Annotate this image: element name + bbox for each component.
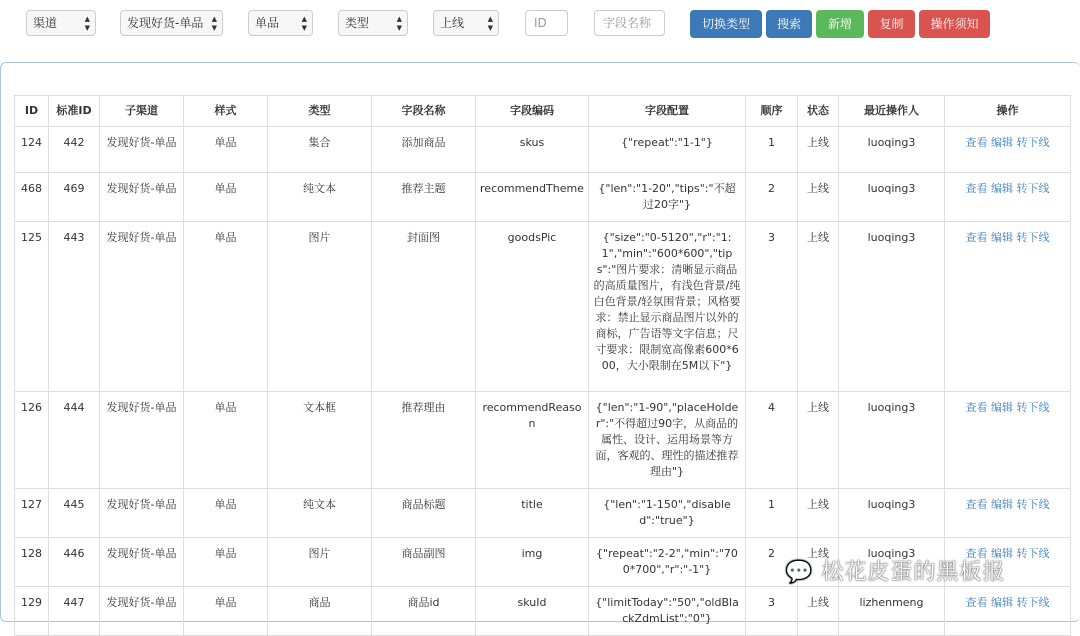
cell-actions <box>945 222 1071 392</box>
cell-config: {"repeat":"2-2","min":"700*700","r":"-1"} <box>589 538 746 587</box>
header-id: ID <box>15 96 49 127</box>
cell-id: 126 <box>15 392 49 489</box>
chevron-updown-icon: ▲ ▼ <box>487 15 493 32</box>
cell-order: 1 <box>746 127 798 173</box>
sub-channel-select-value: 发现好货-单品 <box>127 16 204 30</box>
chevron-updown-icon: ▲ ▼ <box>301 15 307 32</box>
watermark-text: 松花皮蛋的黑板报 <box>821 560 1006 585</box>
header-config: 字段配置 <box>589 96 746 127</box>
status-select[interactable] <box>433 10 499 36</box>
cell-operator: luoqing3 <box>839 173 945 222</box>
cell-config: {"repeat":"1-1"} <box>589 127 746 173</box>
cell-status: 上线 <box>798 587 839 636</box>
cell-id: 129 <box>15 587 49 636</box>
status-select-value: 上线 <box>440 16 465 30</box>
header-sub-channel: 子渠道 <box>100 96 184 127</box>
offline-link[interactable]: 转下线 <box>1016 136 1050 149</box>
field-name-input[interactable]: 字段名称 <box>594 10 665 36</box>
header-std-id: 标准ID <box>49 96 100 127</box>
filter-toolbar <box>0 0 1080 50</box>
header-style: 样式 <box>184 96 268 127</box>
cell-style: 单品 <box>184 127 268 173</box>
cell-actions <box>945 392 1071 489</box>
cell-field-name: 封面图 <box>372 222 476 392</box>
cell-operator: luoqing3 <box>839 127 945 173</box>
cell-type: 图片 <box>268 538 372 587</box>
cell-operator: luoqing3 <box>839 392 945 489</box>
cell-id: 128 <box>15 538 49 587</box>
table-row <box>15 222 1071 392</box>
offline-link[interactable]: 转下线 <box>1016 231 1050 244</box>
offline-link[interactable]: 转下线 <box>1016 182 1050 195</box>
table-row <box>15 173 1071 222</box>
cell-sub-channel: 发现好货-单品 <box>100 538 184 587</box>
copy-button[interactable]: 复制 <box>868 10 915 38</box>
header-field-name: 字段名称 <box>372 96 476 127</box>
cell-operator: luoqing3 <box>839 489 945 538</box>
edit-link[interactable]: 编辑 <box>991 547 1013 560</box>
view-link[interactable]: 查看 <box>965 547 988 560</box>
chevron-updown-icon: ▲ ▼ <box>396 15 402 32</box>
cell-std-id: 446 <box>49 538 100 587</box>
cell-config: {"limitToday":"50","oldBlackZdmList":"0"} <box>589 587 746 636</box>
cell-std-id: 442 <box>49 127 100 173</box>
table-row <box>15 489 1071 538</box>
add-button[interactable]: 新增 <box>816 10 864 38</box>
view-link[interactable]: 查看 <box>965 182 988 195</box>
view-link[interactable]: 查看 <box>965 136 988 149</box>
cell-operator: luoqing3 <box>839 222 945 392</box>
channel-select[interactable] <box>26 10 96 36</box>
cell-std-id: 445 <box>49 489 100 538</box>
cell-field-code: img <box>476 538 589 587</box>
cell-sub-channel: 发现好货-单品 <box>100 222 184 392</box>
cell-actions <box>945 587 1071 636</box>
cell-style: 单品 <box>184 587 268 636</box>
cell-sub-channel: 发现好货-单品 <box>100 173 184 222</box>
cell-std-id: 447 <box>49 587 100 636</box>
type-select-value: 类型 <box>345 16 370 30</box>
channel-select-value: 渠道 <box>33 16 58 30</box>
cell-field-code: title <box>476 489 589 538</box>
chevron-updown-icon: ▲ ▼ <box>84 15 90 32</box>
cell-order: 4 <box>746 392 798 489</box>
cell-sub-channel: 发现好货-单品 <box>100 489 184 538</box>
cell-order: 3 <box>746 222 798 392</box>
cell-config: {"size":"0-5120","r":"1:1","min":"600*600","tips":"图片要求：清晰显示商品的高质量图片，有浅色背景/纯白色背景/轻氛围背景；风格要求：禁止显示商品图片以外的商标，广告语等文字信息；尺寸要求：限制宽高像素600*600，大小限制在5M以下"} <box>589 222 746 392</box>
offline-link[interactable]: 转下线 <box>1016 498 1050 511</box>
cell-style: 单品 <box>184 222 268 392</box>
cell-style: 单品 <box>184 392 268 489</box>
header-actions: 操作 <box>945 96 1071 127</box>
header-operator: 最近操作人 <box>839 96 945 127</box>
cell-order: 1 <box>746 489 798 538</box>
cell-field-name: 添加商品 <box>372 127 476 173</box>
watermark <box>785 555 1005 586</box>
cell-order: 2 <box>746 538 798 587</box>
cell-type: 纯文本 <box>268 489 372 538</box>
cell-field-code: goodsPic <box>476 222 589 392</box>
cell-field-code: skuId <box>476 587 589 636</box>
cell-operator: lizhenmeng <box>839 587 945 636</box>
cell-std-id: 443 <box>49 222 100 392</box>
cell-config: {"len":"1-90","placeHolder":"不得超过90字，从商品的属性、设计、运用场景等方面，客观的、理性的描述推荐理由"} <box>589 392 746 489</box>
switch-type-button[interactable]: 切换类型 <box>690 10 762 38</box>
edit-link[interactable]: 编辑 <box>991 401 1013 414</box>
chevron-updown-icon: ▲ ▼ <box>211 15 217 32</box>
cell-sub-channel: 发现好货-单品 <box>100 392 184 489</box>
offline-link[interactable]: 转下线 <box>1016 401 1050 414</box>
view-link[interactable]: 查看 <box>965 231 988 244</box>
cell-type: 集合 <box>268 127 372 173</box>
edit-link[interactable]: 编辑 <box>991 136 1013 149</box>
cell-actions <box>945 489 1071 538</box>
cell-type: 图片 <box>268 222 372 392</box>
table-row <box>15 392 1071 489</box>
cell-status: 上线 <box>798 392 839 489</box>
cell-actions <box>945 127 1071 173</box>
header-type: 类型 <box>268 96 372 127</box>
cell-type: 文本框 <box>268 392 372 489</box>
cell-field-name: 推荐理由 <box>372 392 476 489</box>
cell-sub-channel: 发现好货-单品 <box>100 127 184 173</box>
cell-std-id: 444 <box>49 392 100 489</box>
table-header-row <box>15 96 1071 127</box>
edit-link[interactable]: 编辑 <box>991 182 1013 195</box>
type-select[interactable] <box>338 10 408 36</box>
cell-field-code: recommendReason <box>476 392 589 489</box>
cell-id: 124 <box>15 127 49 173</box>
sub-channel-select[interactable] <box>120 10 223 36</box>
notice-button[interactable]: 操作须知 <box>919 10 990 38</box>
table-row <box>15 587 1071 636</box>
cell-type: 纯文本 <box>268 173 372 222</box>
offline-link[interactable]: 转下线 <box>1016 596 1050 609</box>
style-select[interactable] <box>248 10 313 36</box>
cell-operator: luoqing3 <box>839 538 945 587</box>
cell-status: 上线 <box>798 538 839 587</box>
cell-field-code: skus <box>476 127 589 173</box>
view-link[interactable]: 查看 <box>965 401 988 414</box>
cell-field-name: 商品副图 <box>372 538 476 587</box>
cell-style: 单品 <box>184 538 268 587</box>
header-order: 顺序 <box>746 96 798 127</box>
cell-field-name: 商品id <box>372 587 476 636</box>
search-button[interactable]: 搜索 <box>766 10 812 38</box>
cell-order: 3 <box>746 587 798 636</box>
cell-status: 上线 <box>798 222 839 392</box>
cell-field-name: 推荐主题 <box>372 173 476 222</box>
cell-id: 468 <box>15 173 49 222</box>
cell-std-id: 469 <box>49 173 100 222</box>
cell-field-name: 商品标题 <box>372 489 476 538</box>
view-link[interactable]: 查看 <box>965 596 988 609</box>
offline-link[interactable]: 转下线 <box>1016 547 1050 560</box>
cell-type: 商品 <box>268 587 372 636</box>
table-row <box>15 127 1071 173</box>
cell-actions <box>945 173 1071 222</box>
cell-style: 单品 <box>184 489 268 538</box>
cell-id: 127 <box>15 489 49 538</box>
view-link[interactable]: 查看 <box>965 498 988 511</box>
cell-field-code: recommendTheme <box>476 173 589 222</box>
edit-link[interactable]: 编辑 <box>991 596 1013 609</box>
wechat-icon: 💬 <box>785 560 814 585</box>
cell-status: 上线 <box>798 173 839 222</box>
header-status: 状态 <box>798 96 839 127</box>
header-field-code: 字段编码 <box>476 96 589 127</box>
id-input[interactable]: ID <box>525 10 568 36</box>
cell-id: 125 <box>15 222 49 392</box>
style-select-value: 单品 <box>255 16 280 30</box>
cell-order: 2 <box>746 173 798 222</box>
cell-status: 上线 <box>798 127 839 173</box>
cell-style: 单品 <box>184 173 268 222</box>
edit-link[interactable]: 编辑 <box>991 498 1013 511</box>
cell-status: 上线 <box>798 489 839 538</box>
cell-config: {"len":"1-150","disabled":"true"} <box>589 489 746 538</box>
cell-sub-channel: 发现好货-单品 <box>100 587 184 636</box>
edit-link[interactable]: 编辑 <box>991 231 1013 244</box>
cell-config: {"len":"1-20","tips":"不超过20字"} <box>589 173 746 222</box>
